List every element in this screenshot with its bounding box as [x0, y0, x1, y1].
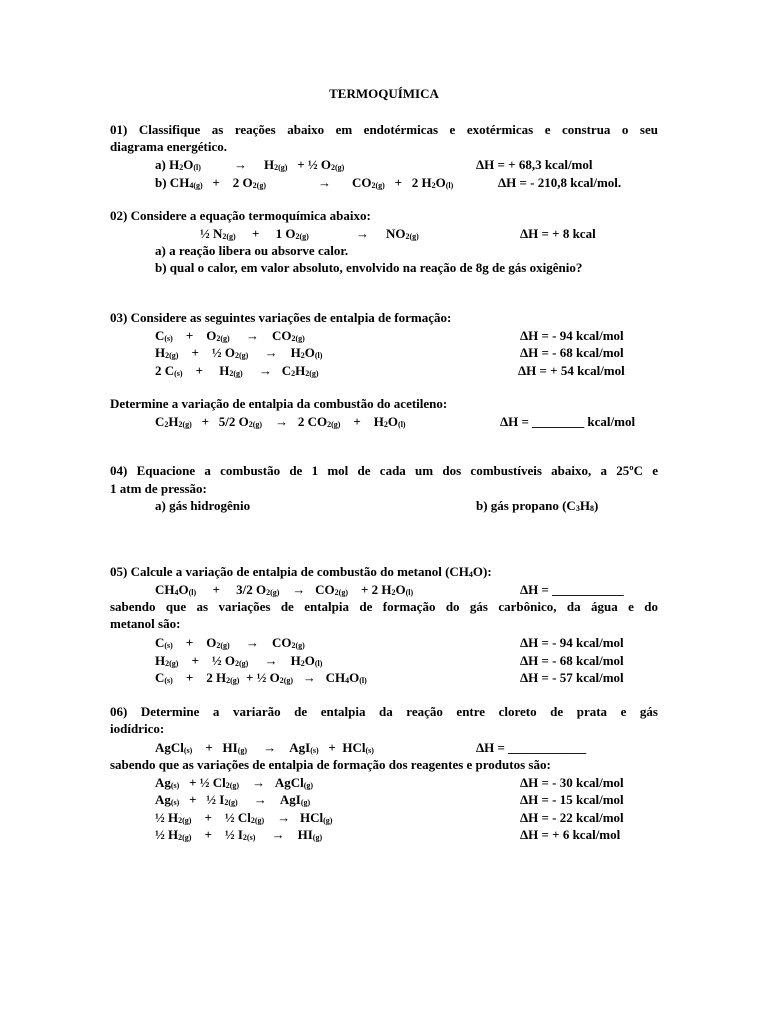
q5-enthalpy: ΔH = ___________	[520, 582, 624, 597]
q5-enthalpy-3: ΔH = - 57 kcal/mol	[520, 670, 624, 685]
q5-enthalpy-2: ΔH = - 68 kcal/mol	[520, 653, 624, 668]
q1-statement-line1: 01) Classifique as reações abaixo em endotérmicas e exotérmicas e construa o seu	[110, 122, 658, 137]
q4-item-b: b) gás propano $(C_3H_8)$	[476, 498, 599, 513]
arrow-icon: →	[318, 175, 331, 190]
q1-reaction-b-enthalpy: ΔH = - 210,8 kcal/mol.	[498, 175, 622, 190]
q6-reaction: AgCl$_{(s)}$ + $HI_{(g)}$ → AgI$_{(s)}$ + HCl$_{(s)}$	[155, 740, 374, 755]
q2-statement: 02) Considere a equação termoquímica abaixo:	[110, 208, 371, 223]
q3-enthalpy-3: ΔH = + 54 kcal/mol	[518, 363, 625, 378]
q1-reaction-b: b) $CH_{4(g)}$ + 2 $O_{2(g)}$	[155, 175, 266, 190]
q2-item-a: a) a reação libera ou absorve calor.	[155, 243, 349, 258]
q5-reaction-1: $C_{(s)}$ + $O_{2(g)}$ → $CO_{2(g)}$	[155, 635, 305, 650]
q1-reaction-a-products: $H_{2(g)}$ + ½ $O_{2(g)}$	[264, 157, 345, 172]
q6-enthalpy: ΔH = ____________	[476, 740, 587, 755]
q6-enthalpy-4: ΔH = + 6 kcal/mol	[520, 827, 621, 842]
q5-statement: 05) Calcule a variação de entalpia de combustão do metanol $(CH_4O)$:	[110, 564, 492, 579]
q1-reaction-a: a) $H_2O_{(l)}$	[155, 157, 201, 172]
arrow-icon: →	[234, 157, 247, 172]
q6-reaction-2: $Ag_{(s)}$ + ½ $I_{2(g)}$ → AgI$_{(g)}$	[155, 792, 311, 807]
q1-reaction-a-enthalpy: ΔH = + 68,3 kcal/mol	[476, 157, 593, 172]
q6-reaction-1: $Ag_{(s)}$ + ½ $Cl_{2(g)}$ → AgCl$_{(g)}$	[155, 775, 314, 790]
page-title: TERMOQUÍMICA	[329, 86, 439, 101]
q6-reaction-3: ½ $H_{2(g)}$ + ½ $Cl_{2(g)}$ → HCl$_{(g)}$	[155, 810, 333, 825]
q3-combustion-reaction: $C_2H_{2(g)} + 5/2$ $O_{2(g)}$ → 2 $CO_{2(g)}$ + $H_2O_{(l)}$	[155, 414, 406, 429]
q3-combustion-enthalpy: ΔH = ________ kcal/mol	[500, 414, 636, 429]
q2-reaction: ½ $N_{2(g)}$ + 1 $O_{2(g)}$	[200, 226, 309, 241]
q2-enthalpy: ΔH = + 8 kcal	[520, 226, 596, 241]
q1-statement-line2: diagrama energético.	[110, 139, 227, 154]
q6-reaction-4: ½ $H_{2(g)}$ + ½ $I_{2(s)}$ → $HI_{(g)}$	[155, 827, 323, 842]
q5-enthalpy-1: ΔH = - 94 kcal/mol	[520, 635, 624, 650]
q6-statement-line1: 06) Determine a variarão de entalpia da reação entre cloreto de prata e gás	[110, 704, 658, 719]
q3-reaction-3: 2 $C_{(s)}$ + $H_{2(g)}$ → $C_2H_{2(g)}$	[155, 363, 319, 378]
q3-statement: 03) Considere as seguintes variações de entalpia de formação:	[110, 310, 452, 325]
q5-text-line3: metanol são:	[110, 616, 181, 631]
q6-enthalpy-1: ΔH = - 30 kcal/mol	[520, 775, 624, 790]
q1-reaction-b-products: $CO_{2(g)} + 2$ $H_2O_{(l)}$	[352, 175, 454, 190]
q4-statement-line1: 04) Equacione a combustão de 1 mol de cada um dos combustíveis abaixo, a 25ºC e	[110, 463, 658, 478]
q5-reaction-2: $H_{2(g)}$ + ½ $O_{2(g)}$ → $H_2O_{(l)}$	[155, 653, 323, 668]
q5-reaction-3: $C_{(s)}$ + 2 $H_{2(g)}$ + ½ $O_{2(g)}$ → $CH_4O_{(l)}$	[155, 670, 367, 685]
q6-enthalpy-3: ΔH = - 22 kcal/mol	[520, 810, 624, 825]
q5-reaction: $CH_4O_{(l)}$ + 3/2 $O_{2(g)}$ → $CO_{2(g)}$ + 2 $H_2O_{(l)}$	[155, 582, 414, 597]
q3-enthalpy-1: ΔH = - 94 kcal/mol	[520, 328, 624, 343]
q2-reaction-product: $NO_{2(g)}$	[386, 226, 419, 241]
q3-question: Determine a variação de entalpia da combustão do acetileno:	[110, 396, 448, 411]
q6-text-line3: sabendo que as variações de entalpia de formação dos reagentes e produtos são:	[110, 757, 551, 772]
q4-statement-line2: 1 atm de pressão:	[110, 481, 207, 496]
q6-statement-line2: iodídrico:	[110, 721, 165, 736]
q6-enthalpy-2: ΔH = - 15 kcal/mol	[520, 792, 624, 807]
q3-enthalpy-2: ΔH = - 68 kcal/mol	[520, 345, 624, 360]
arrow-icon: →	[356, 226, 369, 241]
q5-text-line2: sabendo que as variações de entalpia de formação do gás carbônico, da água e do	[110, 599, 658, 614]
q3-reaction-2: $H_{2(g)}$ + ½ $O_{2(g)}$ → $H_2O_{(l)}$	[155, 345, 323, 360]
q3-reaction-1: $C_{(s)}$ + $O_{2(g)}$ → $CO_{2(g)}$	[155, 328, 305, 343]
q2-item-b: b) qual o calor, em valor absoluto, envolvido na reação de 8g de gás oxigênio?	[155, 260, 583, 275]
q4-item-a: a) gás hidrogênio	[155, 498, 251, 513]
